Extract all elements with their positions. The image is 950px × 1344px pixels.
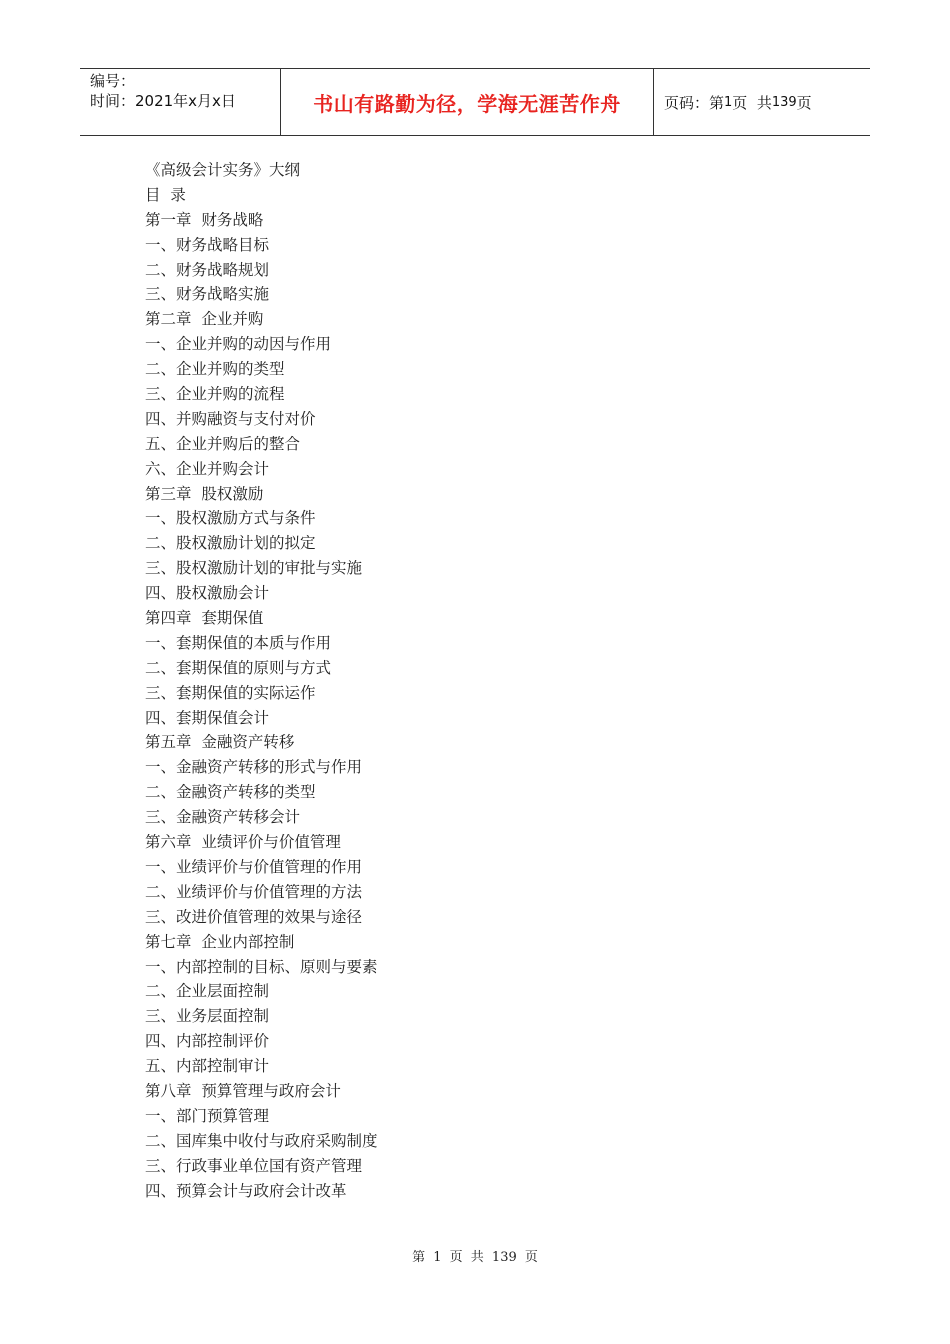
page-total: 139 bbox=[771, 94, 797, 110]
outline-item: 三、企业并购的流程 bbox=[145, 385, 285, 404]
outline-item: 《高级会计实务》大纲 bbox=[145, 161, 301, 179]
outline-item: 二、套期保值的原则与方式 bbox=[145, 658, 332, 677]
outline-item: 二、金融资产转移的类型 bbox=[145, 783, 316, 802]
outline-item: 五、内部控制审计 bbox=[145, 1057, 270, 1076]
outline-item: 一、内部控制的目标、原则与要素 bbox=[145, 957, 378, 976]
page-prefix: 页码：第 bbox=[664, 93, 725, 112]
outline-item: 一、部门预算管理 bbox=[145, 1106, 270, 1125]
outline-item: 四、预算会计与政府会计改革 bbox=[145, 1181, 347, 1200]
outline-item: 第一章 财务战略 bbox=[145, 210, 264, 229]
header-meta bbox=[80, 69, 281, 135]
outline-item: 第二章 企业并购 bbox=[145, 310, 264, 329]
page-footer: 第 1 页 共 139 页 bbox=[412, 1250, 538, 1265]
outline-item: 二、企业层面控制 bbox=[145, 982, 270, 1001]
outline-item: 二、财务战略规划 bbox=[145, 260, 270, 279]
outline-item: 三、行政事业单位国有资产管理 bbox=[145, 1156, 363, 1175]
outline-item: 三、改进价值管理的效果与途径 bbox=[145, 907, 363, 926]
page-mid: 页 共 bbox=[732, 93, 772, 112]
page-header bbox=[80, 68, 870, 136]
document-time-label: 时间：2021年x月x日 bbox=[90, 92, 236, 110]
outline-item: 一、套期保值的本质与作用 bbox=[145, 633, 332, 652]
outline-item: 第五章 金融资产转移 bbox=[145, 733, 295, 752]
outline-item: 四、套期保值会计 bbox=[145, 708, 270, 727]
outline-item: 第八章 预算管理与政府会计 bbox=[145, 1081, 341, 1100]
outline-item: 三、股权激励计划的审批与实施 bbox=[145, 559, 363, 578]
outline-item: 五、企业并购后的整合 bbox=[145, 434, 301, 453]
outline-item: 二、国库集中收付与政府采购制度 bbox=[145, 1131, 378, 1150]
outline-item: 三、业务层面控制 bbox=[145, 1007, 270, 1026]
outline-item: 一、企业并购的动因与作用 bbox=[145, 335, 332, 354]
outline-item: 一、股权激励方式与条件 bbox=[145, 509, 316, 528]
outline-item: 第三章 股权激励 bbox=[145, 484, 264, 503]
outline-item: 目 录 bbox=[145, 185, 186, 204]
outline-item: 二、业绩评价与价值管理的方法 bbox=[145, 882, 363, 901]
outline-item: 二、股权激励计划的拟定 bbox=[145, 534, 316, 553]
outline-item: 六、企业并购会计 bbox=[145, 459, 270, 478]
outline-item: 一、财务战略目标 bbox=[145, 235, 270, 254]
page-suffix: 页 bbox=[796, 93, 812, 112]
outline-item: 四、股权激励会计 bbox=[145, 584, 270, 603]
document-number-label: 编号： bbox=[90, 72, 136, 90]
header-motto: 书山有路勤为径，学海无涯苦作舟 bbox=[281, 69, 654, 135]
outline-list bbox=[145, 158, 795, 1203]
outline-item: 一、业绩评价与价值管理的作用 bbox=[145, 857, 363, 876]
outline-item: 四、内部控制评价 bbox=[145, 1032, 270, 1051]
outline-item: 四、并购融资与支付对价 bbox=[145, 409, 316, 428]
header-page-info bbox=[654, 69, 870, 135]
outline-item: 二、企业并购的类型 bbox=[145, 360, 285, 379]
outline-item: 第四章 套期保值 bbox=[145, 609, 264, 628]
outline-item: 三、金融资产转移会计 bbox=[145, 808, 301, 827]
page-current: 1 bbox=[724, 94, 733, 110]
outline-item: 第七章 企业内部控制 bbox=[145, 932, 295, 951]
outline-item: 三、财务战略实施 bbox=[145, 285, 270, 304]
outline-item: 一、金融资产转移的形式与作用 bbox=[145, 758, 363, 777]
outline-item: 三、套期保值的实际运作 bbox=[145, 683, 316, 702]
outline-item: 第六章 业绩评价与价值管理 bbox=[145, 833, 341, 852]
